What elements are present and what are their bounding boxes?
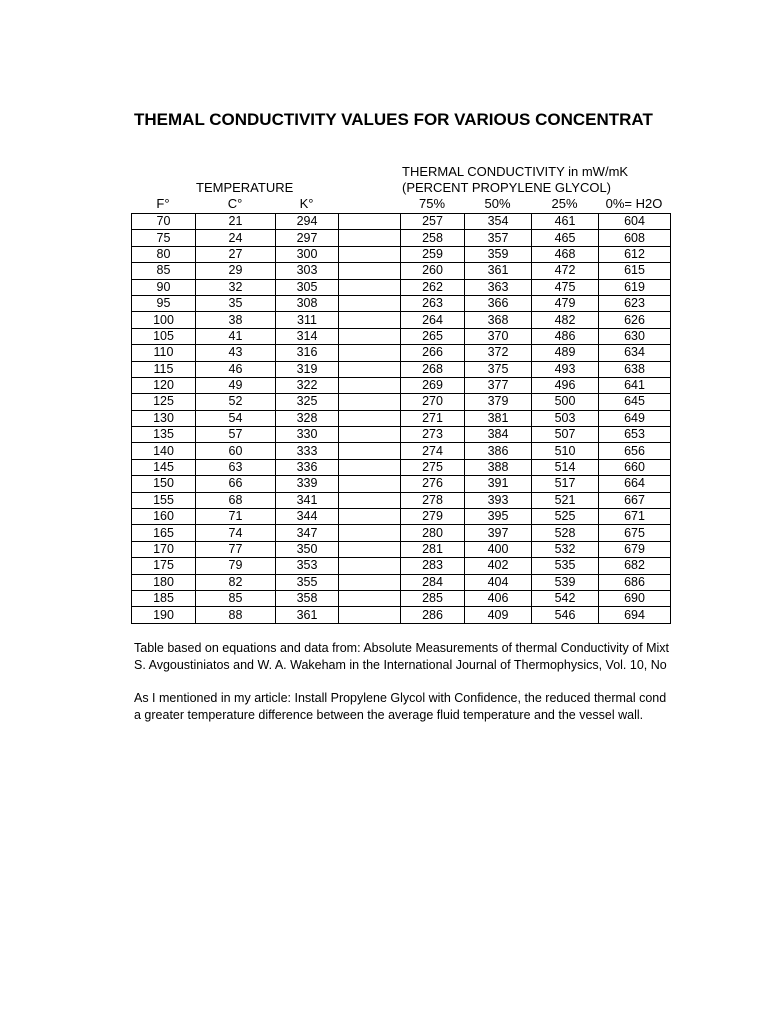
table-cell	[339, 361, 401, 377]
table-cell: 269	[401, 377, 465, 393]
table-cell: 615	[599, 263, 671, 279]
table-cell: 271	[401, 410, 465, 426]
table-cell: 185	[132, 590, 196, 606]
table-cell	[339, 590, 401, 606]
table-cell	[339, 541, 401, 557]
table-cell: 623	[599, 295, 671, 311]
temperature-heading: TEMPERATURE	[196, 180, 294, 195]
table-row	[132, 509, 671, 525]
table-cell: 472	[532, 263, 599, 279]
column-header-50: 50%	[484, 196, 511, 211]
table-cell	[339, 345, 401, 361]
table-cell: 160	[132, 509, 196, 525]
table-cell: 656	[599, 443, 671, 459]
table-row	[132, 361, 671, 377]
table-cell: 88	[196, 607, 276, 623]
table-cell	[339, 214, 401, 230]
table-cell: 465	[532, 230, 599, 246]
table-cell: 406	[465, 590, 532, 606]
table-row	[132, 574, 671, 590]
table-cell: 71	[196, 509, 276, 525]
table-cell: 370	[465, 328, 532, 344]
table-cell: 496	[532, 377, 599, 393]
table-cell: 49	[196, 377, 276, 393]
table-cell: 649	[599, 410, 671, 426]
table-cell: 165	[132, 525, 196, 541]
table-cell: 330	[276, 427, 339, 443]
source-note-line1: Table based on equations and data from: Absolute Measurements of thermal Conductivity of Mixt	[134, 641, 670, 655]
table-row	[132, 410, 671, 426]
table-cell: 645	[599, 394, 671, 410]
table-cell: 100	[132, 312, 196, 328]
table-cell: 350	[276, 541, 339, 557]
table-cell: 539	[532, 574, 599, 590]
table-cell: 608	[599, 230, 671, 246]
table-cell	[339, 443, 401, 459]
propylene-glycol-heading: (PERCENT PROPYLENE GLYCOL)	[402, 180, 612, 195]
table-row	[132, 525, 671, 541]
table-cell: 85	[132, 263, 196, 279]
table-cell: 397	[465, 525, 532, 541]
table-cell: 667	[599, 492, 671, 508]
table-cell: 355	[276, 574, 339, 590]
table-cell: 77	[196, 541, 276, 557]
table-cell: 264	[401, 312, 465, 328]
table-cell	[339, 394, 401, 410]
table-cell: 279	[401, 509, 465, 525]
table-cell: 125	[132, 394, 196, 410]
table-cell	[339, 295, 401, 311]
table-cell: 682	[599, 558, 671, 574]
table-row	[132, 279, 671, 295]
table-cell: 359	[465, 246, 532, 262]
table-cell: 366	[465, 295, 532, 311]
table-cell	[339, 328, 401, 344]
table-cell: 653	[599, 427, 671, 443]
table-cell: 110	[132, 345, 196, 361]
table-cell: 395	[465, 509, 532, 525]
table-row	[132, 558, 671, 574]
table-cell: 276	[401, 476, 465, 492]
table-cell: 66	[196, 476, 276, 492]
table-row	[132, 214, 671, 230]
table-cell: 510	[532, 443, 599, 459]
table-cell: 300	[276, 246, 339, 262]
table-cell: 500	[532, 394, 599, 410]
table-cell: 130	[132, 410, 196, 426]
table-cell: 479	[532, 295, 599, 311]
table-cell: 503	[532, 410, 599, 426]
table-cell	[339, 492, 401, 508]
table-cell	[339, 509, 401, 525]
column-header-f: F°	[156, 196, 170, 211]
table-row	[132, 492, 671, 508]
table-cell: 612	[599, 246, 671, 262]
table-row	[132, 476, 671, 492]
table-cell: 60	[196, 443, 276, 459]
table-cell: 514	[532, 459, 599, 475]
table-cell	[339, 263, 401, 279]
table-row	[132, 328, 671, 344]
conductivity-table	[131, 213, 671, 624]
table-row	[132, 230, 671, 246]
table-cell: 357	[465, 230, 532, 246]
table-cell	[339, 525, 401, 541]
table-cell: 381	[465, 410, 532, 426]
table-cell: 57	[196, 427, 276, 443]
table-cell: 325	[276, 394, 339, 410]
table-row	[132, 246, 671, 262]
table-row	[132, 263, 671, 279]
table-cell: 150	[132, 476, 196, 492]
table-row	[132, 312, 671, 328]
table-cell: 400	[465, 541, 532, 557]
table-cell	[339, 377, 401, 393]
table-cell: 319	[276, 361, 339, 377]
table-cell: 38	[196, 312, 276, 328]
table-cell: 145	[132, 459, 196, 475]
table-cell: 268	[401, 361, 465, 377]
table-cell: 679	[599, 541, 671, 557]
table-row	[132, 443, 671, 459]
column-header-25: 25%	[551, 196, 578, 211]
table-cell: 180	[132, 574, 196, 590]
table-cell: 361	[465, 263, 532, 279]
table-cell: 361	[276, 607, 339, 623]
table-cell: 260	[401, 263, 465, 279]
table-cell: 409	[465, 607, 532, 623]
table-cell	[339, 476, 401, 492]
table-cell: 54	[196, 410, 276, 426]
table-row	[132, 459, 671, 475]
table-cell: 671	[599, 509, 671, 525]
table-cell: 74	[196, 525, 276, 541]
table-cell: 363	[465, 279, 532, 295]
table-cell: 35	[196, 295, 276, 311]
table-cell: 79	[196, 558, 276, 574]
table-cell: 339	[276, 476, 339, 492]
table-cell: 135	[132, 427, 196, 443]
table-cell: 353	[276, 558, 339, 574]
table-cell: 386	[465, 443, 532, 459]
table-cell: 284	[401, 574, 465, 590]
table-cell: 283	[401, 558, 465, 574]
table-cell: 532	[532, 541, 599, 557]
table-cell: 322	[276, 377, 339, 393]
table-cell: 358	[276, 590, 339, 606]
table-cell: 120	[132, 377, 196, 393]
table-cell	[339, 279, 401, 295]
table-row	[132, 394, 671, 410]
table-cell: 546	[532, 607, 599, 623]
table-cell: 311	[276, 312, 339, 328]
table-cell: 29	[196, 263, 276, 279]
table-cell: 68	[196, 492, 276, 508]
table-cell: 270	[401, 394, 465, 410]
table-cell: 404	[465, 574, 532, 590]
table-cell	[339, 230, 401, 246]
table-cell: 140	[132, 443, 196, 459]
table-cell: 75	[132, 230, 196, 246]
table-cell: 70	[132, 214, 196, 230]
table-cell: 285	[401, 590, 465, 606]
table-row	[132, 607, 671, 623]
table-cell: 675	[599, 525, 671, 541]
table-cell: 43	[196, 345, 276, 361]
table-cell: 286	[401, 607, 465, 623]
table-cell	[339, 607, 401, 623]
article-note-line2: a greater temperature difference between the average fluid temperature and the vessel wall.	[134, 708, 644, 722]
table-cell: 347	[276, 525, 339, 541]
table-cell: 41	[196, 328, 276, 344]
table-cell: 90	[132, 279, 196, 295]
table-cell: 85	[196, 590, 276, 606]
table-cell: 528	[532, 525, 599, 541]
table-cell: 690	[599, 590, 671, 606]
table-cell: 32	[196, 279, 276, 295]
table-cell: 626	[599, 312, 671, 328]
table-cell: 377	[465, 377, 532, 393]
table-cell: 384	[465, 427, 532, 443]
table-cell: 314	[276, 328, 339, 344]
table-cell: 273	[401, 427, 465, 443]
table-cell: 155	[132, 492, 196, 508]
table-row	[132, 541, 671, 557]
table-cell: 190	[132, 607, 196, 623]
table-cell: 489	[532, 345, 599, 361]
table-cell: 388	[465, 459, 532, 475]
table-cell: 266	[401, 345, 465, 361]
table-cell: 21	[196, 214, 276, 230]
table-cell: 115	[132, 361, 196, 377]
table-cell: 308	[276, 295, 339, 311]
table-cell: 634	[599, 345, 671, 361]
table-cell: 262	[401, 279, 465, 295]
table-cell: 336	[276, 459, 339, 475]
table-cell: 259	[401, 246, 465, 262]
table-row	[132, 377, 671, 393]
table-cell: 468	[532, 246, 599, 262]
table-cell: 354	[465, 214, 532, 230]
table-cell: 258	[401, 230, 465, 246]
table-cell	[339, 459, 401, 475]
table-cell: 105	[132, 328, 196, 344]
table-cell: 82	[196, 574, 276, 590]
table-cell: 344	[276, 509, 339, 525]
table-cell: 486	[532, 328, 599, 344]
table-cell: 303	[276, 263, 339, 279]
table-cell: 170	[132, 541, 196, 557]
table-cell: 461	[532, 214, 599, 230]
table-cell: 619	[599, 279, 671, 295]
table-cell: 664	[599, 476, 671, 492]
table-cell: 274	[401, 443, 465, 459]
table-cell: 52	[196, 394, 276, 410]
table-row	[132, 345, 671, 361]
table-cell: 630	[599, 328, 671, 344]
table-cell: 278	[401, 492, 465, 508]
table-cell: 641	[599, 377, 671, 393]
table-cell: 493	[532, 361, 599, 377]
table-cell: 638	[599, 361, 671, 377]
table-cell: 507	[532, 427, 599, 443]
page-title: THEMAL CONDUCTIVITY VALUES FOR VARIOUS CONCENTRAT	[134, 110, 653, 129]
table-cell: 521	[532, 492, 599, 508]
table-cell: 80	[132, 246, 196, 262]
table-cell: 542	[532, 590, 599, 606]
table-cell	[339, 312, 401, 328]
table-row	[132, 427, 671, 443]
table-row	[132, 590, 671, 606]
thermal-conductivity-heading: THERMAL CONDUCTIVITY in mW/mK	[402, 164, 629, 179]
table-cell: 604	[599, 214, 671, 230]
table-cell: 175	[132, 558, 196, 574]
table-cell: 482	[532, 312, 599, 328]
table-cell: 393	[465, 492, 532, 508]
table-cell: 341	[276, 492, 339, 508]
table-cell: 333	[276, 443, 339, 459]
table-cell: 263	[401, 295, 465, 311]
table-cell: 391	[465, 476, 532, 492]
table-cell: 379	[465, 394, 532, 410]
table-cell: 294	[276, 214, 339, 230]
table-cell: 275	[401, 459, 465, 475]
table-cell	[339, 410, 401, 426]
source-note-line2: S. Avgoustiniatos and W. A. Wakeham in the International Journal of Thermophysics, Vol. 10, No	[134, 658, 667, 672]
table-cell: 475	[532, 279, 599, 295]
table-cell: 24	[196, 230, 276, 246]
table-cell: 535	[532, 558, 599, 574]
column-header-k: K°	[299, 196, 314, 211]
table-cell: 517	[532, 476, 599, 492]
table-cell: 372	[465, 345, 532, 361]
column-header-75: 75%	[418, 196, 446, 211]
table-cell	[339, 427, 401, 443]
table-cell: 265	[401, 328, 465, 344]
table-cell: 328	[276, 410, 339, 426]
table-cell: 375	[465, 361, 532, 377]
table-cell: 297	[276, 230, 339, 246]
table-cell: 316	[276, 345, 339, 361]
table-cell: 305	[276, 279, 339, 295]
table-cell: 27	[196, 246, 276, 262]
column-header-c: C°	[227, 196, 243, 211]
table-cell: 525	[532, 509, 599, 525]
table-cell: 686	[599, 574, 671, 590]
table-cell: 257	[401, 214, 465, 230]
table-cell: 63	[196, 459, 276, 475]
table-cell: 368	[465, 312, 532, 328]
table-cell	[339, 246, 401, 262]
table-row	[132, 295, 671, 311]
table-cell: 95	[132, 295, 196, 311]
table-cell: 402	[465, 558, 532, 574]
table-cell: 46	[196, 361, 276, 377]
table-cell	[339, 558, 401, 574]
table-cell: 280	[401, 525, 465, 541]
table-cell: 660	[599, 459, 671, 475]
column-header-0-water: 0%= H2O	[605, 196, 663, 211]
table-cell: 281	[401, 541, 465, 557]
article-note-line1: As I mentioned in my article: Install Propylene Glycol with Confidence, the reduced thermal cond	[134, 691, 667, 705]
table-cell	[339, 574, 401, 590]
table-cell: 694	[599, 607, 671, 623]
